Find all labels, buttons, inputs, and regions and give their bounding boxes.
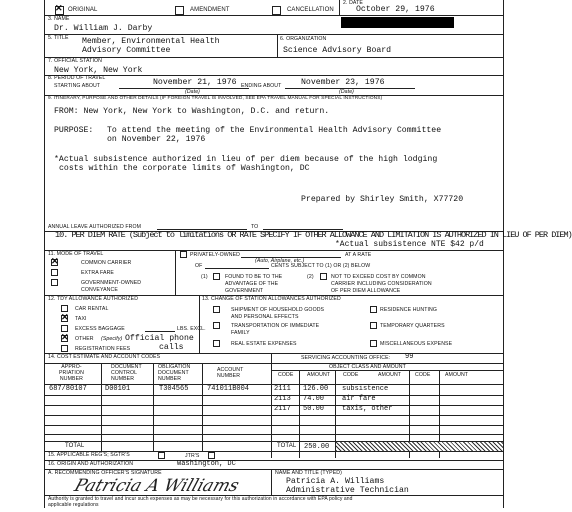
excess-baggage-checkbox[interactable] <box>61 325 68 332</box>
shaded-total-area <box>336 442 503 451</box>
name-label: 3. NAME <box>48 16 70 22</box>
itinerary-label: 9. ITINERARY, PURPOSE AND OTHER DETAILS (IF FOREIGN TRAVEL IS INVOLVED, SEE EPA TRAVEL MANUAL FOR SPECIAL INSTRUCTIONS) <box>48 96 383 101</box>
recommending-signature-label: A. RECOMMENDING OFFICER'S SIGNATURE <box>48 470 162 476</box>
government-owned-checkbox[interactable] <box>51 279 58 286</box>
option1-line2: ADVANTAGE OF THE <box>225 281 279 287</box>
name-value: Dr. William J. Darby <box>54 24 153 33</box>
subsistence-note-line2: costs within the corporate limits of Washington, DC <box>59 164 310 173</box>
amount-label-3: AMOUNT <box>445 372 469 378</box>
object-class-label: OBJECT CLASS AND AMOUNT <box>329 364 406 370</box>
taxi-checkbox[interactable] <box>61 315 68 322</box>
other-value-line2: calls <box>159 343 184 352</box>
start-date-caption: (Date) <box>185 89 201 95</box>
prepared-by: Prepared by Shirley Smith, X77720 <box>301 195 464 204</box>
residence-hunting-label: RESIDENCE HUNTING <box>380 307 438 313</box>
starting-about-label: STARTING ABOUT <box>54 83 101 89</box>
cancellation-label: CANCELLATION <box>287 7 334 13</box>
purpose-line1: To attend the meeting of the Environmental Health Advisory Committee <box>107 126 442 135</box>
account-value: 741011B004 <box>207 385 250 393</box>
specify-caption: (Specify) <box>101 336 123 342</box>
date-value: October 29, 1976 <box>356 5 435 14</box>
annual-leave-label: ANNUAL LEAVE AUTHORIZED FROM <box>48 224 142 230</box>
real-estate-label: REAL ESTATE EXPENSES <box>231 341 297 347</box>
itinerary-from: FROM: New York, New York to Washington, D.C. and return. <box>54 107 330 116</box>
col-account: ACCOUNT NUMBER <box>217 367 244 379</box>
redaction-box <box>341 17 454 28</box>
approver-title: Administrative Technician <box>286 486 409 495</box>
authority-footer-line1: Authority is granted to travel and incur such expenses as may be necessary for this authorization in accordance with EPA policy and <box>48 496 353 502</box>
organization-label: 6. ORGANIZATION <box>280 36 327 42</box>
handwritten-signature: Patricia A Williams <box>71 476 242 496</box>
per-diem-rate-label: 10. PER DIEM RATE (Subject to limitations OR RATE SPECIFY IF OTHER ALLOWANCE AND LIMITATION IS AUTHORIZED IN LIEU OF PER DIEM) <box>55 230 572 240</box>
privately-owned-checkbox[interactable] <box>180 251 187 258</box>
registration-fees-checkbox[interactable] <box>61 345 68 352</box>
code-label-3: CODE <box>415 372 431 378</box>
organization-value: Science Advisory Board <box>283 46 392 55</box>
start-date-value: November 21, 1976 <box>153 78 237 87</box>
of-label: OF <box>195 263 203 269</box>
cancellation-checkbox[interactable] <box>272 6 281 15</box>
ending-about-label: ENDING ABOUT <box>241 83 282 89</box>
car-rental-checkbox[interactable] <box>61 305 68 312</box>
taxi-label: TAXI <box>75 316 87 322</box>
official-station-value: New York, New York <box>54 66 143 75</box>
jtr-checkbox[interactable] <box>208 452 215 459</box>
cents-subject-label: CENTS SUBJECT TO (1) OR (2) BELOW <box>271 263 371 269</box>
option2-line3: OF PER DIEM ALLOWANCE <box>331 288 401 294</box>
shipment-line2: AND PERSONAL EFFECTS <box>231 314 299 320</box>
other-checkbox[interactable] <box>61 335 68 342</box>
conveyance-label: CONVEYANCE <box>81 287 118 293</box>
purpose-line2: on November 22, 1976 <box>107 135 206 144</box>
code-label-2: CODE <box>343 372 359 378</box>
amendment-label: AMENDMENT <box>190 7 230 13</box>
end-date-value: November 23, 1976 <box>301 78 385 87</box>
title-label: 5. TITLE <box>48 35 69 41</box>
travel-authorization-form: ✕ ORIGINAL AMENDMENT CANCELLATION 2. DATE October 29, 1976 3. NAME Dr. William J. Darby 5. TITLE Member, Environmental Health Advisory Committee 6. ORGANIZATION Science Advisory Board 7. OFFICIAL STATION New York, New York 8. PERIOD OF TRAVEL STARTING ABOUT November 21, 1976 (Date) ENDING ABOUT November 23, 1976 (Date) 9. ITINERARY, PURPOSE AND OTHER DETAILS (IF FOREIGN TRAVEL IS INVOLVED, SEE EPA TRAVEL MANUAL FOR SPECIAL INSTRUCTIONS) FROM: New York, New York to Washington, D.C. and return. PURPOSE: To attend the meeting of the Environmental Health Advisory Committee on November 22, 1976 *Actual subsistence authorized in lieu of per diem because of the high lodging costs within the corporate limits of Washington, DC Prepared by Shirley Smith, X77720 ANNUAL LEAVE AUTHORIZED FROM TO 10. PER DIEM RATE (Subject to limitations OR RATE SPECIFY IF OTHER ALLOWANCE AND LIMITATION IS AUTHORIZED IN LIEU OF PER DIEM) *Actual subsistence NTE $42 p/d 11. MODE OF TRAVEL ✕ COMMON CARRIER EXTRA FARE GOVERNMENT-OWNED CONVEYANCE PRIVATELY-OWNED (Auto, Airplane, etc.) AT A RATE OF CENTS SUBJECT TO (1) OR (2) BELOW (1) FOUND TO BE TO THE ADVANTAGE OF THE GOVERNMENT (2) NOT TO EXCEED COST BY COMMON CARRIER INCLUDING CONSIDERATION OF PER DIEM ALLOWANCE 12. TDY ALLOWANCE AUTHORIZED CAR RENTAL ✕ TAXI EXCESS BAGGAGE LBS. EXCL. ✕ OTHER (Specify) Official phone calls REGISTRATION FEES 13. CHANGE OF STATION ALLOWANCES AUTHORIZED SHIPMENT OF HOUSEHOLD GOODS AND PERSONAL EFFECTS TRANSPORTATION OF IMMEDIATE FAMILY REAL ESTATE EXPENSES RESIDENCE HUNTING TEMPORARY QUARTERS MISCELLANEOUS EXPENSE 14. COST ESTIMATE AND ACCOUNT CODES SERVICING ACCOUNTING OFFICE: 99 APPRO- PRIATION NUMBER DOCUMENT CONTROL NUMBER OBLIGATION DOCUMENT NUMBER ACCOUNT NUMBER OBJECT CLASS AND AMOUNT CODE AMOUNT CODE AMOUNT CODE AMOUNT 687/80107 D00101 T304565 741011B004 2111 126.00 subsistence 2113 74.00 air fare 2117 50.00 taxis, other TOTAL TOTAL 250.00 15. APPLICABLE REG'S; SGTR'S JTR'S 16. ORIGIN AND AUTHORIZATION Washington, DC A. RECOMMENDING OFFICER'S SIGNATURE Patricia A Williams NAME AND TITLE (TYPED) Patricia A. Williams Administrative Technician Authority is granted to travel and incur such expenses as may be necessary for this authorization in accordance with EPA policy and applicable regulations <box>44 0 504 508</box>
misc-expense-checkbox[interactable] <box>370 340 377 347</box>
col-appropriation: APPRO- PRIATION NUMBER <box>59 364 84 382</box>
extra-fare-checkbox[interactable] <box>51 269 58 276</box>
transportation-line2: FAMILY <box>231 330 250 336</box>
mode-of-travel-label: 11. MODE OF TRAVEL <box>48 251 104 257</box>
col-obligation: OBLIGATION DOCUMENT NUMBER <box>158 364 191 382</box>
servicing-office-value: 99 <box>405 353 414 361</box>
tdy-allowance-label: 12. TDY ALLOWANCE AUTHORIZED <box>48 296 139 302</box>
lbs-excl-label: LBS. EXCL. <box>177 326 206 332</box>
cost-estimate-label: 14. COST ESTIMATE AND ACCOUNT CODES <box>48 354 161 360</box>
date-label: 2. DATE <box>343 0 363 6</box>
excess-baggage-label: EXCESS BAGGAGE <box>75 326 125 332</box>
common-carrier-label: COMMON CARRIER <box>81 260 132 266</box>
document-value: D00101 <box>105 385 131 393</box>
option2-checkbox[interactable] <box>320 273 327 280</box>
title-line1: Member, Environmental Health <box>82 37 220 46</box>
total-label-right: TOTAL <box>277 443 297 449</box>
total-value: 250.00 <box>304 443 330 451</box>
option2-line2: CARRIER INCLUDING CONSIDERATION <box>331 281 432 287</box>
purpose-label: PURPOSE: <box>54 126 94 135</box>
option1-checkbox[interactable] <box>213 273 220 280</box>
original-checkbox[interactable] <box>55 6 64 15</box>
end-date-caption: (Date) <box>339 89 355 95</box>
temp-quarters-checkbox[interactable] <box>370 322 377 329</box>
at-a-rate-label: AT A RATE <box>345 252 372 258</box>
annual-leave-to-label: TO <box>251 224 259 230</box>
servicing-office-label: SERVICING ACCOUNTING OFFICE: <box>301 355 391 361</box>
origin-authorization-label: 16. ORIGIN AND AUTHORIZATION <box>48 461 134 467</box>
registration-fees-label: REGISTRATION FEES <box>75 346 131 352</box>
amount-label-1: AMOUNT <box>307 372 331 378</box>
name-title-label: NAME AND TITLE (TYPED) <box>275 470 342 476</box>
temp-quarters-label: TEMPORARY QUARTERS <box>380 323 445 329</box>
auto-airplane-caption: (Auto, Airplane, etc.) <box>255 258 305 264</box>
total-label-left: TOTAL <box>65 443 85 449</box>
title-line2: Advisory Committee <box>82 46 171 55</box>
appropriation-value: 687/80107 <box>49 385 87 393</box>
per-diem-value: *Actual subsistence NTE $42 p/d <box>335 240 484 249</box>
amendment-checkbox[interactable] <box>175 6 184 15</box>
other-label: OTHER <box>75 336 94 342</box>
jtr-label: JTR'S <box>185 453 200 459</box>
real-estate-checkbox[interactable] <box>213 340 220 347</box>
option1-line1: FOUND TO BE TO THE <box>225 274 283 280</box>
privately-owned-label: PRIVATELY-OWNED <box>190 252 241 258</box>
amount-label-2: AMOUNT <box>378 372 402 378</box>
car-rental-label: CAR RENTAL <box>75 306 109 312</box>
option2-line1: NOT TO EXCEED COST BY COMMON <box>331 274 426 280</box>
official-station-label: 7. OFFICIAL STATION <box>48 58 102 64</box>
change-of-station-label: 13. CHANGE OF STATION ALLOWANCES AUTHORIZED <box>202 296 341 302</box>
subsistence-note-line1: *Actual subsistence authorized in lieu of per diem because of the high lodging <box>54 155 438 164</box>
transportation-line1: TRANSPORTATION OF IMMEDIATE <box>231 323 320 329</box>
transportation-checkbox[interactable] <box>213 322 220 329</box>
government-owned-label: GOVERNMENT-OWNED <box>81 280 142 286</box>
obligation-value: T304565 <box>159 385 189 393</box>
authority-footer-line2: applicable regulations <box>48 502 99 508</box>
other-value-line1: Official phone <box>125 334 194 343</box>
col-document: DOCUMENT CONTROL NUMBER <box>111 364 142 382</box>
period-label: 8. PERIOD OF TRAVEL <box>48 75 106 81</box>
approver-name: Patricia A. Williams <box>286 477 385 486</box>
shipment-line1: SHIPMENT OF HOUSEHOLD GOODS <box>231 307 325 313</box>
original-label: ORIGINAL <box>68 7 98 13</box>
option1-line3: GOVERNMENT <box>225 288 264 294</box>
code-label-1: CODE <box>278 372 294 378</box>
common-carrier-checkbox[interactable] <box>51 259 58 266</box>
extra-fare-label: EXTRA FARE <box>81 270 114 276</box>
misc-expense-label: MISCELLANEOUS EXPENSE <box>380 341 453 347</box>
origin-authorization-value: Washington, DC <box>177 460 236 468</box>
shipment-checkbox[interactable] <box>213 306 220 313</box>
applicable-regs-label: 15. APPLICABLE REG'S; SGTR'S <box>48 452 130 458</box>
sgtr-checkbox[interactable] <box>158 452 165 459</box>
residence-hunting-checkbox[interactable] <box>370 306 377 313</box>
